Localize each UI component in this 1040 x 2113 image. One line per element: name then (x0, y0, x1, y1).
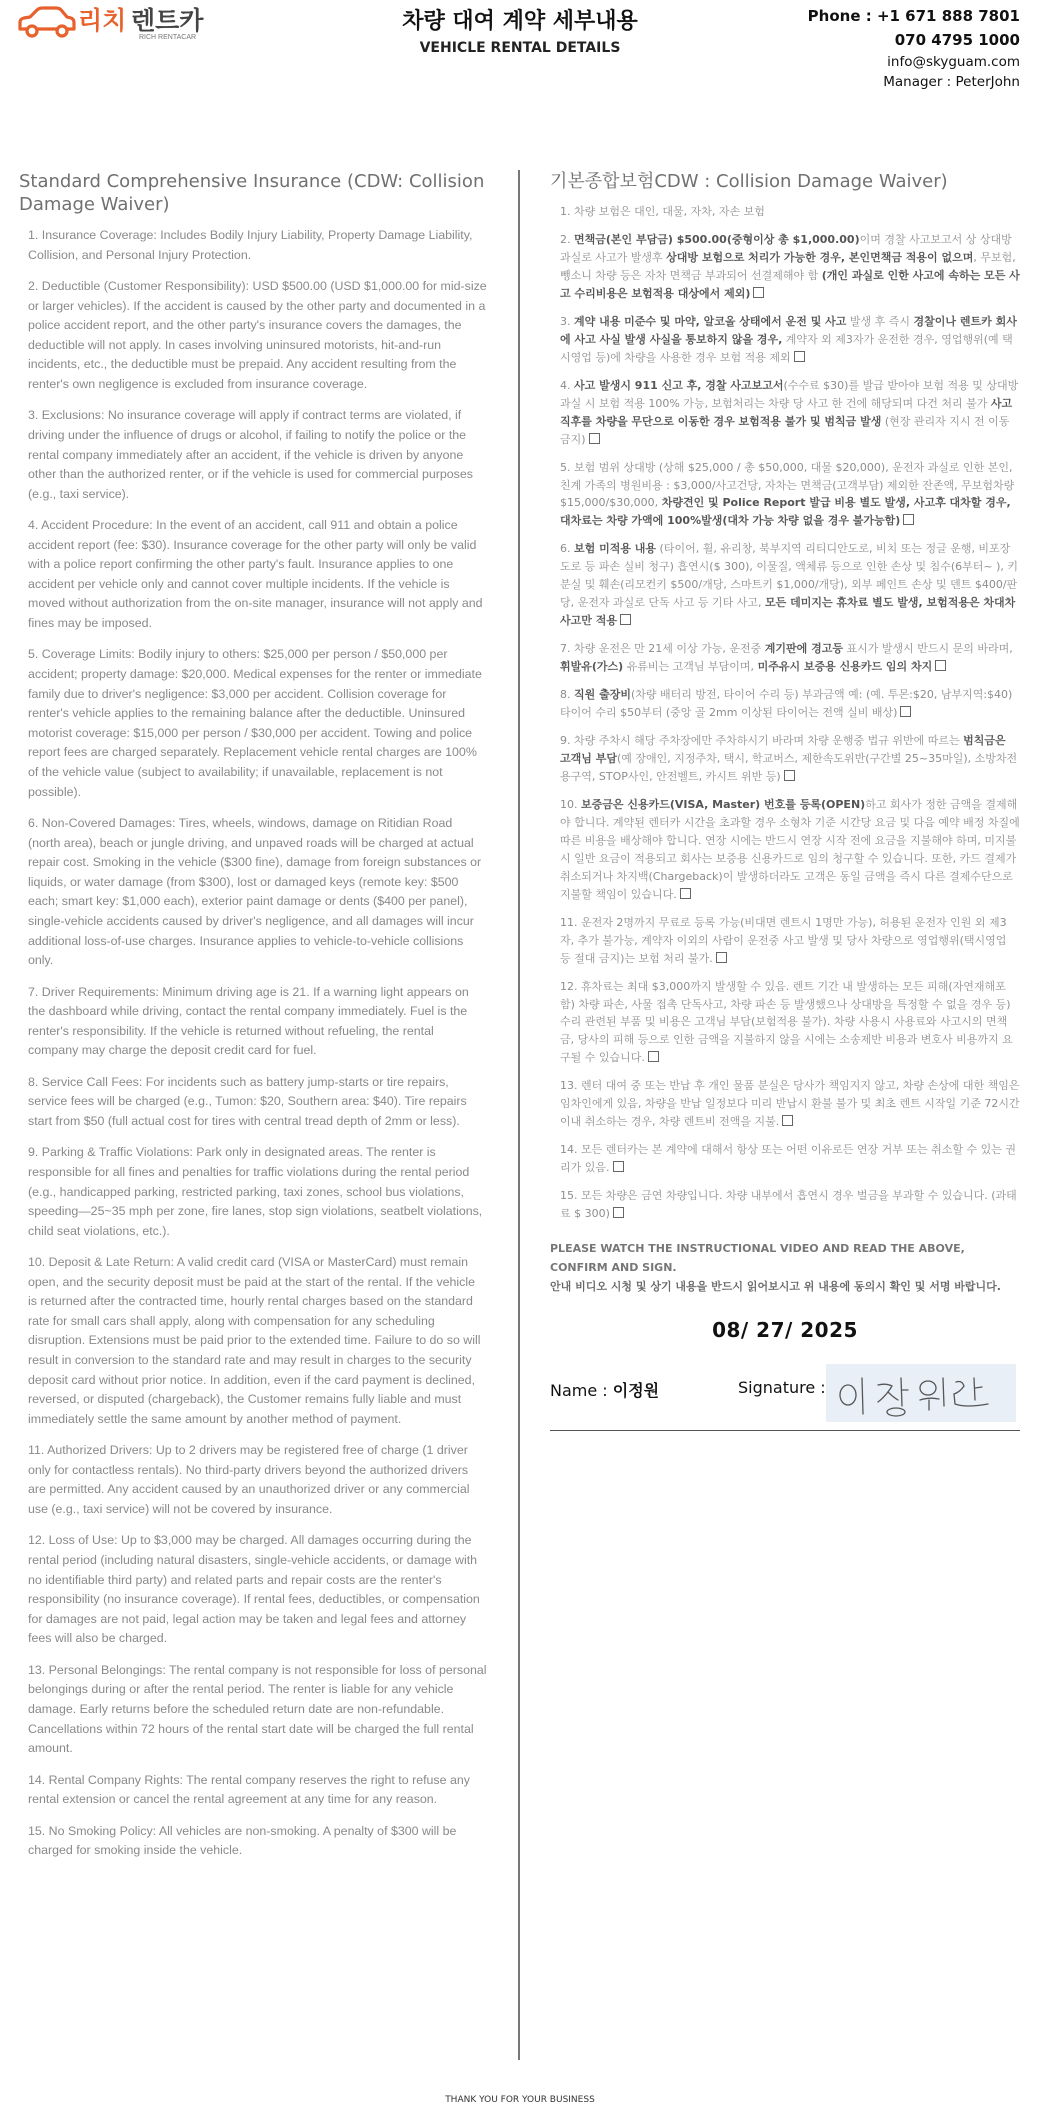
clause-11: 11. Authorized Drivers: Up to 2 drivers may be registered free of charge (1 driver only for contactless rentals). No third-party drivers beyond the authorized drivers are permitted. Any accident caused by an unauthorized driver or any commercial use (e.g., taxi service) will not be covered by insurance. (28, 1443, 470, 1516)
agree-checkbox-9[interactable] (784, 770, 795, 781)
agree-checkbox-2[interactable] (753, 287, 764, 298)
clause-6: 6. Non-Covered Damages: Tires, wheels, windows, damage on Ritidian Road (north area), beach or jungle driving, and unpaved roads will be charged at actual repair cost. Smoking in the vehicle ($300 fine), damage from foreign substances or liquids, or water damage (from $300), lost or damaged keys (remote key: $500 each; smart key: $1,000 each), exterior paint damage or dents ($400 per panel), single-vehicle accidents caused by driver's negligence, and all damages will incur additional loss-of-use charges. Insurance applies to vehicle-to-vehicle collisions only. (28, 816, 482, 968)
clause-4: 4. Accident Procedure: In the event of an accident, call 911 and obtain a police accident report (fee: $30). Insurance coverage for the other party will only be valid with a police report confirming the other party's fault. Insurance applies to one accident per vehicle only and cannot cover multiple incidents. If the vehicle is moved without authorization from the on-site manager, insurance will not apply and fines may be imposed. (28, 518, 483, 631)
signature-pad[interactable] (826, 1364, 1016, 1422)
signature-row (550, 1364, 1020, 1431)
clause-ko-15: 15. 모든 차량은 금연 차량입니다. 차량 내부에서 흡연시 경우 벌금을 부과할 수 있습니다. (과태료 $ 300) (560, 1189, 1017, 1221)
clause-14: 14. Rental Company Rights: The rental company reserves the right to refuse any rental extension or cancel the rental agreement at any time for any reason. (28, 1772, 470, 1807)
phone-number: Phone : +1 671 888 7801 (807, 7, 1020, 25)
clause-ko-7: 7. 차량 운전은 만 21세 이상 가능, 운전중 계기판에 경고등 표시가 발생시 반드시 문의 바라며, 휘발유(가스) 유류비는 고객님 부담이며, 미주유시 보증용 신용카드 임의 차지 (560, 642, 1013, 674)
name-label: Name : (550, 1381, 613, 1401)
agree-checkbox-13[interactable] (782, 1115, 793, 1126)
clause-ko-5: 5. 보험 범위 상대방 (상해 $25,000 / 총 $50,000, 대물 $20,000), 운전자 과실로 인한 본인, 친계 가족의 병원비용 : $3,000/사고건당, 자차는 면책금(고객부담) 제외한 잔존액, 무보험차량 $15,000/$30,000, 차량견인 및 Police Report 발급 비용 별도 발생, 사고후 대차할 경우, 대차료는 차량 가액에 100%발생(대차 가능 차량 없을 경우 불가능함) (560, 460, 1015, 528)
clause-ko-11: 11. 운전자 2명까지 무료로 등록 가능(비대면 렌트시 1명만 가능), 허용된 운전자 인원 외 제3자, 추가 불가능, 계약자 이외의 사람이 운전중 사고 발생 및 당사 차량으로 영업행위(택시영업 등 절대 금지)는 보험 처리 불가. (560, 915, 1007, 965)
sign-notice (550, 1239, 1020, 1296)
clause-ko-6: 6. 보험 미적용 내용 (타이어, 휠, 유리창, 북부지역 리티디안도로, 비치 또는 정글 운행, 비포장도로 등 파손 실비 청구) 흡연시($ 300), 이물질, 액체류 등으로 인한 손상 및 침수(6부터~ ), 키 분실 및 훼손(리모컨키 $500/개당, 스마트키 $1,000/개당), 외부 페인트 손상 및 덴트 $400/판당, 운전자 과실로 단독 사고 등 기타 사고, 모든 데미지는 휴차료 별도 발생, 보험적용은 차대차 사고만 적용 (560, 542, 1019, 628)
agree-checkbox-4[interactable] (589, 433, 600, 444)
english-clause-list (19, 226, 487, 1861)
clause-13: 13. Personal Belongings: The rental company is not responsible for loss of personal belongings during or after the rental period. The renter is liable for any vehicle damage. Early returns before the scheduled return date are non-refundable. Cancellations within 72 hours of the rental start date will be charged the full rental amount. (28, 1662, 487, 1756)
clause-ko-1: 1. 차량 보험은 대인, 대물, 자차, 자손 보험 (560, 205, 765, 218)
page-title-korean: 차량 대여 계약 세부내용 (402, 9, 638, 34)
agree-checkbox-6[interactable] (620, 614, 631, 625)
clause-9: 9. Parking & Traffic Violations: Park only in designated areas. The renter is responsible for all fines and penalties for traffic violations during the rental period (e.g., handicapped parking, restricted parking, taxi zones, school bus violations, speeding—25~35 mph per zone, fire lanes, stop sign violations, seatbelt violations, child seat violations, etc.). (28, 1145, 483, 1238)
agree-checkbox-15[interactable] (613, 1207, 624, 1218)
agree-checkbox-10[interactable] (680, 888, 691, 899)
svg-text:렌트카: 렌트카 (131, 6, 204, 35)
clause-3: 3. Exclusions: No insurance coverage will apply if contract terms are violated, if driving under the influence of drugs or alcohol, if failing to notify the police or the rental company immediately after an accident, if the vehicle is driven by anyone other than the authorized renter, or if the vehicle is used for commercial purposes (e.g., taxi service). (28, 408, 473, 501)
clause-ko-14: 14. 모든 렌터카는 본 계약에 대해서 항상 또는 어떤 이유로든 연장 거부 또는 취소할 수 있는 권리가 있음. (560, 1143, 1016, 1175)
footer-thanks: THANK YOU FOR YOUR BUSINESS (445, 2095, 595, 2105)
handwritten-signature (826, 1364, 1016, 1422)
svg-text:RICH RENTACAR: RICH RENTACAR (139, 34, 197, 41)
clause-15: 15. No Smoking Policy: All vehicles are non-smoking. A penalty of $300 will be charged for smoking inside the vehicle. (28, 1823, 457, 1858)
agree-checkbox-7[interactable] (935, 660, 946, 671)
page-title-english: VEHICLE RENTAL DETAILS (419, 40, 621, 56)
clause-12: 12. Loss of Use: Up to $3,000 may be charged. All damages occurring during the rental period (including natural disasters, single-vehicle accidents, or damage with no identifiable third party) and related parts and repair costs are the renter's responsibility (no insurance coverage). If rental fees, deductibles, or compensation for damages are not paid, legal action may be taken and legal fees and attorney fees will also be charged. (28, 1533, 480, 1646)
agree-checkbox-11[interactable] (716, 952, 727, 963)
korean-section-title: 기본종합보험CDW : Collision Damage Waiver) (550, 171, 948, 192)
korean-clause-list (550, 203, 1020, 1223)
clause-ko-9: 9. 차량 주차시 해당 주차장에만 주차하시기 바라며 차량 운행중 법규 위반에 따르는 범칙금은 고객님 부담(예 장애인, 지정주차, 택시, 학교버스, 제한속도위반(구간별 25~35마일), 소방차전용구역, STOP사인, 안전벨트, 카시트 위반 등) (560, 734, 1018, 783)
sign-notice-korean: 안내 비디오 시청 및 상기 내용을 반드시 읽어보시고 위 내용에 동의시 확인 및 서명 바랍니다. (550, 1280, 1001, 1294)
clause-ko-13: 13. 렌터 대여 중 또는 반납 후 개인 물품 분실은 당사가 책임지지 않고, 차량 손상에 대한 책임은 임차인에게 있음, 차량을 반납 일정보다 미리 반납시 환불 불가 및 최초 렌트 시작일 기준 72시간 이내 취소하는 경우, 차량 렌트비 전액을 지불. (560, 1079, 1020, 1129)
clause-ko-8: 8. 직원 출장비(차량 배터리 방전, 타이어 수리 등) 부과금액 예: (예. 투몬:$20, 남부지역:$40) 타이어 수리 $50부터 (중앙 골 2mm 이상된 타이어는 전액 실비 배상) (560, 688, 1013, 720)
manager-name: Manager : PeterJohn (883, 74, 1020, 90)
clause-10: 10. Deposit & Late Return: A valid credit card (VISA or MasterCard) must remain open, and the security deposit must be paid at the start of the rental. If the vehicle is returned after the contracted time, hourly rental charges based on the standard rate for small cars shall apply, along with compensation for any scheduling disruption. Extensions must be paid prior to the extended time. Failure to do so will result in conversion to the standard rate and may result in charges to the security deposit card without prior notice. In addition, even if the card payment is declined, reversed, or disputed (chargeback), the Customer remains fully liable and must immediately settle the same amount by another method of payment. (28, 1255, 481, 1426)
agree-checkbox-8[interactable] (900, 706, 911, 717)
column-divider (518, 170, 520, 2060)
clause-8: 8. Service Call Fees: For incidents such as battery jump-starts or tire repairs, service fees will be charged (e.g., Tumon: $20, Southern area: $40). Tire repairs start from $50 (full actual cost for tires with central tread depth of 2mm or less). (28, 1074, 467, 1128)
phone-number-secondary: 070 4795 1000 (894, 31, 1020, 49)
clause-5: 5. Coverage Limits: Bodily injury to others: $25,000 per person / $50,000 per accident; property damage: $20,000. Medical expenses for the renter or immediate family due to driver's negligence: $3,000 per accident. Collision coverage for renter's vehicle applies to the remaining balance after the deductible. Uninsured motorist coverage: $15,000 per person / $30,000 per accident. Towing and police report fees are charged separately. Replacement vehicle rental charges are 100% of the vehicle value (subject to availability; if unavailable, replacement is not possible). (28, 647, 482, 799)
signature-label: Signature : (738, 1378, 826, 1398)
contract-date: 08/ 27/ 2025 (712, 1318, 858, 1343)
name-value: 이정원 (612, 1381, 660, 1401)
agree-checkbox-14[interactable] (613, 1161, 624, 1172)
svg-text:리치: 리치 (78, 6, 127, 35)
contact-info (808, 4, 1020, 92)
sign-notice-english: PLEASE WATCH THE INSTRUCTIONAL VIDEO AND READ THE ABOVE, CONFIRM AND SIGN. (550, 1242, 965, 1275)
clause-ko-3: 3. 계약 내용 미준수 및 마약, 알코올 상태에서 운전 및 사고 발생 후 즉시 경찰이나 렌트카 회사에 사고 사실 발생 사실을 통보하지 않을 경우, 계약자 외 제3자가 운전한 경우, 영업행위(예 택시영업 등)에 차량을 사용한 경우 보험 적용 제외 (560, 314, 1017, 364)
clause-ko-2: 2. 면책금(본인 부담금) $500.00(중형이상 총 $1,000.00)이며 경찰 사고보고서 상 상대방 과실로 사고가 발생후 상대방 보험으로 처리가 가능한 경우, 본인면책금 적용이 없으며, 무보험, 뺑소니 차량 등은 자차 면책금 부과되어 선결제해야 함 (개인 과실로 인한 사고에 속하는 모든 사고 수리비용은 보험적용 대상에서 제외) (560, 233, 1020, 300)
korean-terms-column (550, 170, 1020, 1431)
renter-name (550, 1378, 659, 1401)
clause-ko-10: 10. 보증금은 신용카드(VISA, Master) 번호를 등록(OPEN)하고 회사가 정한 금액을 결제해야 합니다. 계약된 렌터카 시간을 초과할 경우 소형차 기준 시간당 요금 및 다음 예약 배정 차질에 따른 비용을 배상해야 합니다. 연장 시에는 반드시 연장 시작 전에 요금을 지불해야 하며, 미지불 시 일반 요금이 적용되고 회사는 보증용 신용카드로 임의 청구할 수 있습니다. 또한, 카드 결제가 취소되거나 차지백(Chargeback)이 발생하더라도 고객은 동일 금액을 즉시 다른 결제수단으로 지불할 책임이 있습니다. (560, 798, 1020, 901)
agree-checkbox-12[interactable] (648, 1051, 659, 1062)
english-section-title: Standard Comprehensive Insurance (CDW: Collision Damage Waiver) (19, 171, 485, 215)
english-terms-column (19, 170, 487, 1872)
clause-ko-4: 4. 사고 발생시 911 신고 후, 경찰 사고보고서(수수료 $30)를 발급 받아야 보험 적용 및 상대방 과실 시 보험 적용 100% 가능, 보험처리는 차량 당 사고 한 건에 해당되며 다건 처리 불가 사고 직후를 차량을 무단으로 이동한 경우 보험적용 불가 및 범칙금 발생 (현장 관리자 지시 전 이동 금지) (560, 378, 1019, 446)
agree-checkbox-5[interactable] (903, 514, 914, 525)
clause-2: 2. Deductible (Customer Responsibility): USD $500.00 (USD $1,000.00 for mid-size or larger vehicles). If the accident is caused by the other party and documented in a police accident report, and the other party's insurance covers the damages, the deductible will not apply. In cases involving uninsured motorists, hit-and-run incidents, etc., the deductible must be prepaid. Any accident resulting from the renter's own negligence is excluded from insurance coverage. (28, 278, 487, 391)
clause-7: 7. Driver Requirements: Minimum driving age is 21. If a warning light appears on the dashboard while driving, contact the rental company immediately. Fuel is the renter's responsibility. If the vehicle is returned without refueling, the rental company may charge the deposit credit card for fuel. (28, 984, 469, 1058)
contact-email: info@skyguam.com (887, 54, 1020, 70)
clause-1: 1. Insurance Coverage: Includes Bodily Injury Liability, Property Damage Liability, Collision, and Personal Injury Protection. (28, 228, 473, 262)
clause-ko-12: 12. 휴차료는 최대 $3,000까지 발생할 수 있음. 렌트 기간 내 발생하는 모든 피해(자연재해포함) 차량 파손, 사물 접촉 단독사고, 차량 파손 등 발생했으나 상대방을 특정할 수 없을 경우 등) 수리 관련된 부품 및 비용은 고객님 부담(보험적용 불가). 차량 사용시 사용료와 사고시의 면책금, 당사의 피해 등으로 인한 금액을 지불하지 않을 시에는 소송제반 비용과 변호사 비용까지 요구될 수 있습니다. (560, 979, 1013, 1065)
agree-checkbox-3[interactable] (794, 351, 805, 362)
